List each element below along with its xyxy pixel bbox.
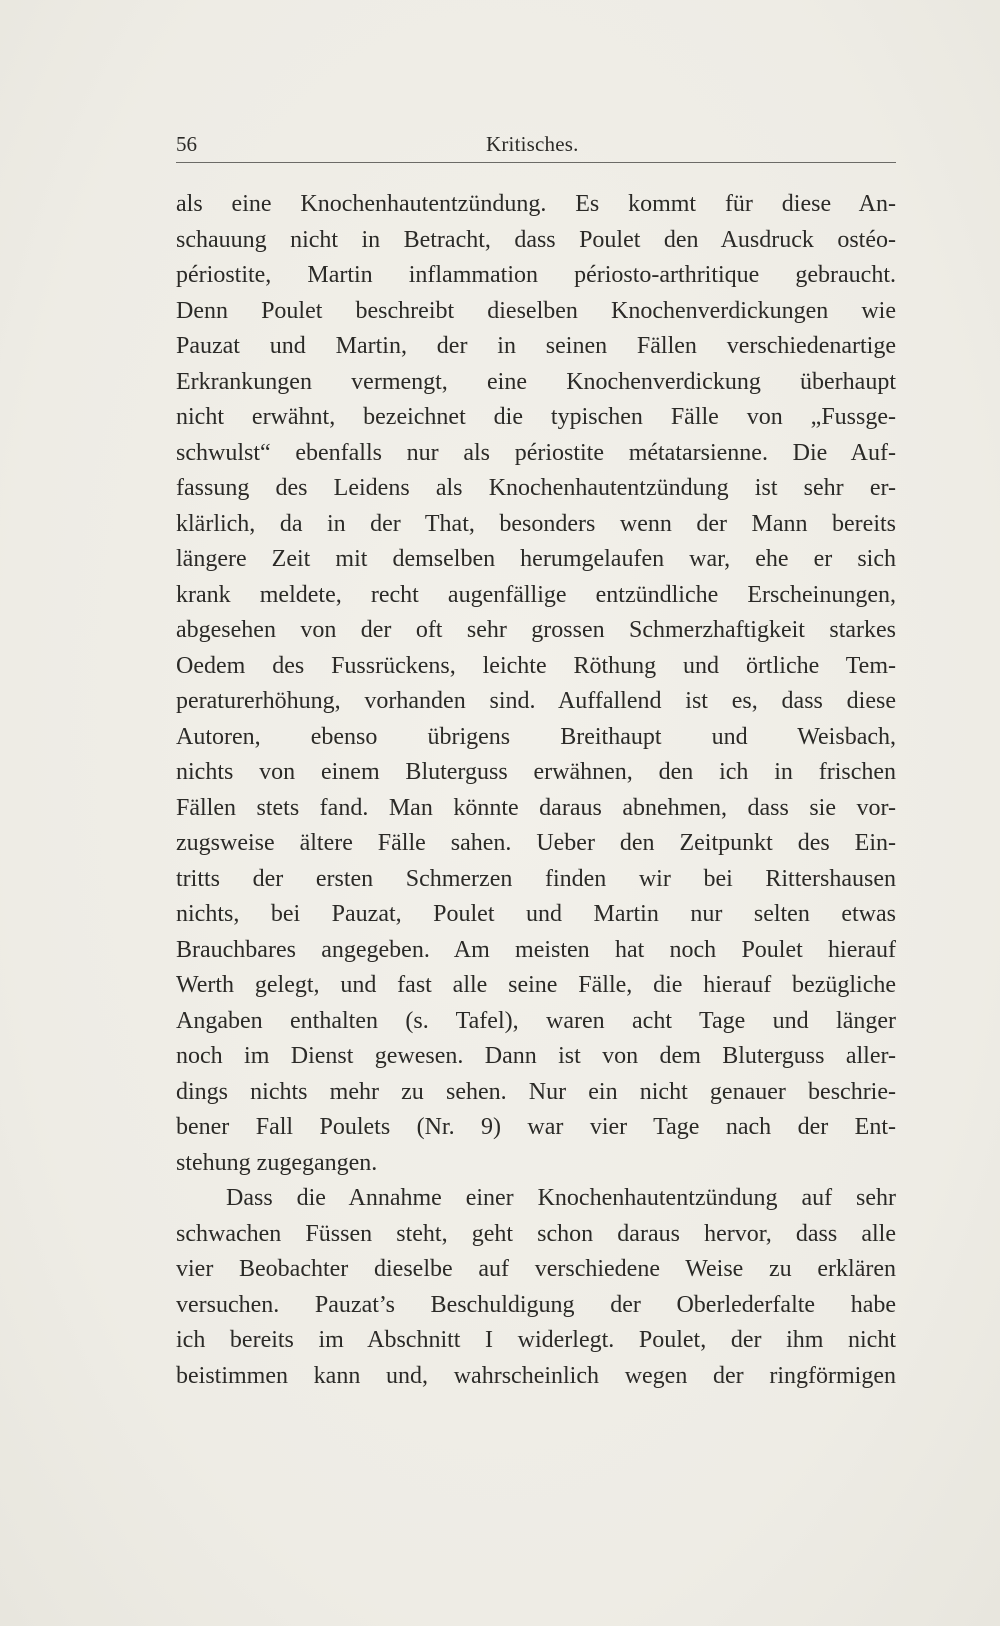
text-line: nicht erwähnt, bezeichnet die typischen Fälle von „Fussge- [176,404,896,430]
text-line: beistimmen kann und, wahrscheinlich wegen der ringförmigen [176,1362,896,1389]
text-line: vier Beobachter dieselbe auf verschiedene Weise zu erklären [176,1256,896,1282]
body-text [176,187,896,1394]
text-line: noch im Dienst gewesen. Dann ist von dem Bluterguss aller- [176,1043,896,1069]
page-number: 56 [176,132,197,156]
text-line: Angaben enthalten (s. Tafel), waren acht Tage und länger [176,1007,896,1034]
text-line: stehung zugegangen. [176,1149,378,1176]
text-line: Werth gelegt, und fast alle seine Fälle, die hierauf bezügliche [176,972,896,998]
text-line: schauung nicht in Betracht, dass Poulet den Ausdruck ostéo- [176,226,896,253]
text-line: dings nichts mehr zu sehen. Nur ein nicht genauer beschrie- [176,1078,896,1105]
text-line: périostite, Martin inflammation périosto-arthritique gebraucht. [176,262,896,288]
text-line: Autoren, ebenso übrigens Breithaupt und Weisbach, [176,723,896,750]
text-line: peraturerhöhung, vorhanden sind. Auffallend ist es, dass diese [176,688,896,714]
text-line: tritts der ersten Schmerzen finden wir bei Rittershausen [176,865,896,892]
text-line: längere Zeit mit demselben herumgelaufen war, ehe er sich [176,546,896,572]
text-line: Pauzat und Martin, der in seinen Fällen verschiedenartige [176,333,896,359]
text-line: Dass die Annahme einer Knochenhautentzündung auf sehr [226,1185,896,1211]
text-line: fassung des Leidens als Knochenhautentzündung ist sehr er- [176,475,896,501]
text-line: versuchen. Pauzat’s Beschuldigung der Oberlederfalte habe [176,1291,896,1318]
text-line: Denn Poulet beschreibt dieselben Knochenverdickungen wie [176,297,896,324]
text-line: Brauchbares angegeben. Am meisten hat noch Poulet hierauf [176,936,896,963]
text-line: Oedem des Fussrückens, leichte Röthung und örtliche Tem- [176,652,896,679]
header-rule [176,162,896,163]
text-line: abgesehen von der oft sehr grossen Schmerzhaftigkeit starkes [176,617,896,643]
text-line: als eine Knochenhautentzündung. Es kommt für diese An- [176,191,896,217]
text-line: bener Fall Poulets (Nr. 9) war vier Tage nach der Ent- [176,1114,896,1140]
text-line: zugsweise ältere Fälle sahen. Ueber den Zeitpunkt des Ein- [176,830,896,856]
text-line: Fällen stets fand. Man könnte daraus abnehmen, dass sie vor- [176,794,896,821]
text-line: schwachen Füssen steht, geht schon daraus hervor, dass alle [176,1220,896,1247]
running-header [176,128,896,160]
text-line: krank meldete, recht augenfällige entzündliche Erscheinungen, [176,581,896,608]
text-line: Erkrankungen vermengt, eine Knochenverdickung überhaupt [176,368,896,395]
text-line: klärlich, da in der That, besonders wenn der Mann bereits [176,510,896,537]
text-line: nichts von einem Bluterguss erwähnen, den ich in frischen [176,759,896,785]
text-line: ich bereits im Abschnitt I widerlegt. Poulet, der ihm nicht [176,1327,896,1353]
text-line: schwulst“ ebenfalls nur als périostite métatarsienne. Die Auf- [176,439,896,466]
text-line: nichts, bei Pauzat, Poulet und Martin nur selten etwas [176,901,896,927]
running-title: Kritisches. [486,132,579,156]
